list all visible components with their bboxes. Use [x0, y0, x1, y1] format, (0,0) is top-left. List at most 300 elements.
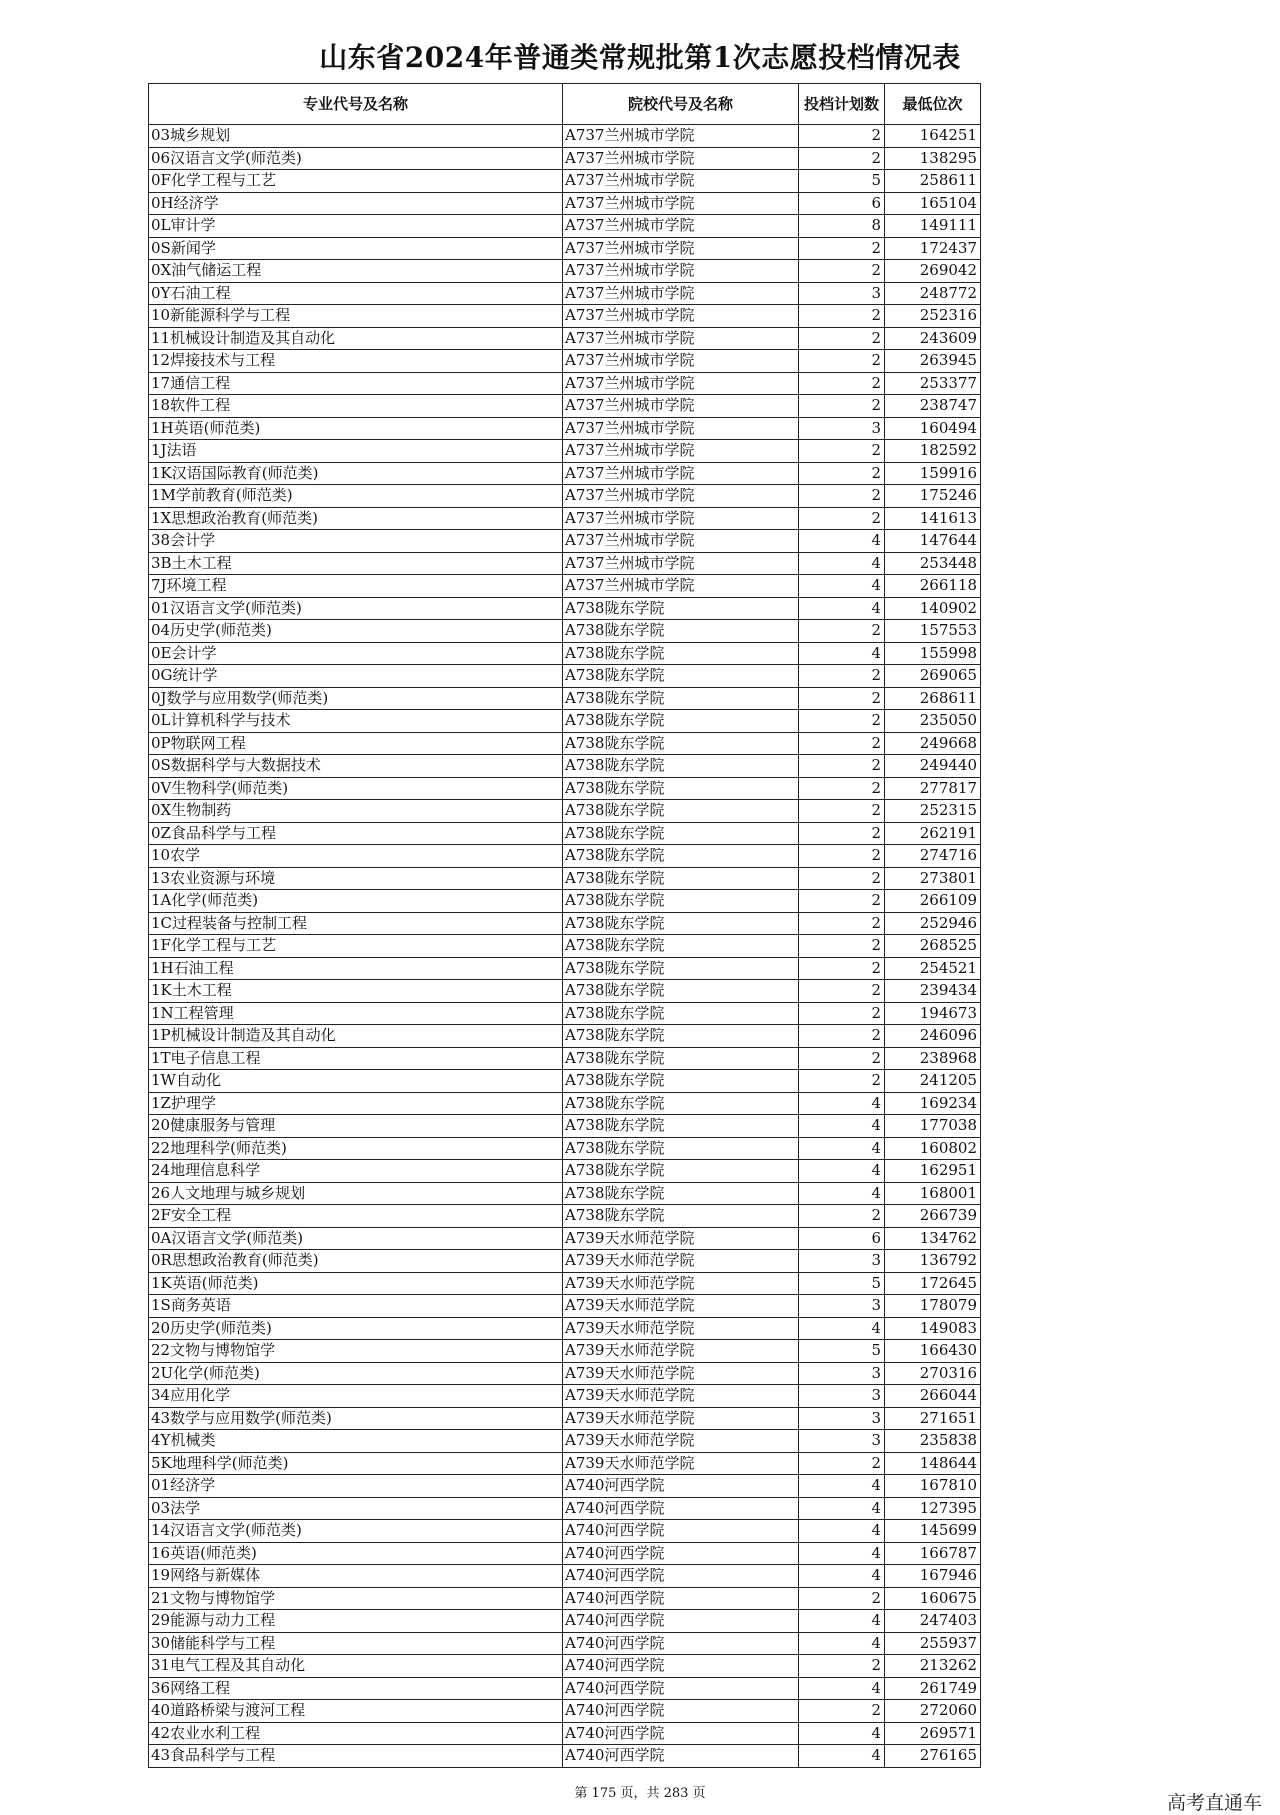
- cell-rank: 213262: [885, 1655, 981, 1678]
- cell-major: 0L审计学: [149, 215, 563, 238]
- cell-school: A738陇东学院: [563, 1002, 799, 1025]
- table-row: [149, 935, 981, 958]
- cell-major: 0S数据科学与大数据技术: [149, 755, 563, 778]
- table-row: [149, 260, 981, 283]
- page-footer: 第 175 页，共 283 页: [574, 1786, 706, 1801]
- cell-school: A738陇东学院: [563, 755, 799, 778]
- cell-school: A737兰州城市学院: [563, 170, 799, 193]
- cell-plan: 4: [799, 1475, 885, 1498]
- cell-major: 40道路桥梁与渡河工程: [149, 1700, 563, 1723]
- cell-school: A737兰州城市学院: [563, 395, 799, 418]
- cell-plan: 4: [799, 1565, 885, 1588]
- cell-plan: 4: [799, 530, 885, 553]
- cell-major: 1A化学(师范类): [149, 890, 563, 913]
- table-row: [149, 1205, 981, 1228]
- cell-rank: 255937: [885, 1632, 981, 1655]
- table-row: [149, 350, 981, 373]
- table-row: [149, 890, 981, 913]
- cell-plan: 4: [799, 1520, 885, 1543]
- cell-rank: 148644: [885, 1452, 981, 1475]
- cell-rank: 167946: [885, 1565, 981, 1588]
- cell-plan: 4: [799, 1115, 885, 1138]
- cell-major: 17通信工程: [149, 372, 563, 395]
- cell-major: 1W自动化: [149, 1070, 563, 1093]
- cell-rank: 172645: [885, 1272, 981, 1295]
- cell-plan: 2: [799, 260, 885, 283]
- cell-plan: 4: [799, 1677, 885, 1700]
- cell-school: A740河西学院: [563, 1722, 799, 1745]
- cell-plan: 4: [799, 1632, 885, 1655]
- cell-major: 0G统计学: [149, 665, 563, 688]
- table-row: [149, 1070, 981, 1093]
- header-plan: 投档计划数: [799, 84, 885, 125]
- table-row: [149, 372, 981, 395]
- table-row: [149, 665, 981, 688]
- cell-plan: 2: [799, 890, 885, 913]
- table-row: [149, 867, 981, 890]
- cell-rank: 172437: [885, 237, 981, 260]
- cell-school: A737兰州城市学院: [563, 417, 799, 440]
- cell-plan: 2: [799, 350, 885, 373]
- cell-school: A740河西学院: [563, 1475, 799, 1498]
- cell-major: 22文物与博物馆学: [149, 1340, 563, 1363]
- cell-plan: 2: [799, 912, 885, 935]
- cell-plan: 3: [799, 1385, 885, 1408]
- cell-rank: 169234: [885, 1092, 981, 1115]
- table-row: [149, 710, 981, 733]
- cell-major: 1P机械设计制造及其自动化: [149, 1025, 563, 1048]
- table-row: [149, 957, 981, 980]
- cell-plan: 2: [799, 980, 885, 1003]
- cell-major: 0J数学与应用数学(师范类): [149, 687, 563, 710]
- cell-major: 0R思想政治教育(师范类): [149, 1250, 563, 1273]
- table-row: [149, 1182, 981, 1205]
- cell-rank: 149083: [885, 1317, 981, 1340]
- table-row: [149, 237, 981, 260]
- table-row: [149, 440, 981, 463]
- cell-plan: 2: [799, 1700, 885, 1723]
- cell-plan: 3: [799, 1362, 885, 1385]
- cell-plan: 2: [799, 845, 885, 868]
- table-row: [149, 1632, 981, 1655]
- table-row: [149, 1610, 981, 1633]
- cell-major: 10农学: [149, 845, 563, 868]
- cell-plan: 6: [799, 1227, 885, 1250]
- cell-plan: 2: [799, 867, 885, 890]
- cell-school: A737兰州城市学院: [563, 327, 799, 350]
- cell-plan: 4: [799, 1092, 885, 1115]
- cell-major: 43数学与应用数学(师范类): [149, 1407, 563, 1430]
- cell-plan: 2: [799, 620, 885, 643]
- header-major: 专业代号及名称: [149, 84, 563, 125]
- table-row: [149, 1250, 981, 1273]
- cell-rank: 266118: [885, 575, 981, 598]
- cell-plan: 8: [799, 215, 885, 238]
- admission-table: [148, 83, 981, 1768]
- cell-rank: 262191: [885, 822, 981, 845]
- cell-major: 1S商务英语: [149, 1295, 563, 1318]
- cell-rank: 263945: [885, 350, 981, 373]
- cell-plan: 2: [799, 710, 885, 733]
- table-row: [149, 1745, 981, 1768]
- cell-school: A740河西学院: [563, 1520, 799, 1543]
- cell-plan: 2: [799, 665, 885, 688]
- cell-rank: 159916: [885, 462, 981, 485]
- cell-rank: 258611: [885, 170, 981, 193]
- table-row: [149, 1430, 981, 1453]
- cell-rank: 160675: [885, 1587, 981, 1610]
- cell-major: 22地理科学(师范类): [149, 1137, 563, 1160]
- cell-rank: 136792: [885, 1250, 981, 1273]
- table-row: [149, 1160, 981, 1183]
- cell-rank: 194673: [885, 1002, 981, 1025]
- cell-school: A738陇东学院: [563, 1205, 799, 1228]
- table-row: [149, 980, 981, 1003]
- cell-rank: 239434: [885, 980, 981, 1003]
- cell-plan: 3: [799, 1295, 885, 1318]
- cell-rank: 182592: [885, 440, 981, 463]
- table-row: [149, 192, 981, 215]
- cell-school: A737兰州城市学院: [563, 507, 799, 530]
- cell-plan: 2: [799, 507, 885, 530]
- cell-school: A737兰州城市学院: [563, 125, 799, 148]
- table-row: [149, 777, 981, 800]
- table-row: [149, 1475, 981, 1498]
- cell-plan: 2: [799, 800, 885, 823]
- cell-school: A738陇东学院: [563, 1137, 799, 1160]
- table-row: [149, 642, 981, 665]
- table-row: [149, 147, 981, 170]
- table-row: [149, 1047, 981, 1070]
- cell-school: A738陇东学院: [563, 845, 799, 868]
- cell-major: 16英语(师范类): [149, 1542, 563, 1565]
- cell-major: 1H石油工程: [149, 957, 563, 980]
- cell-plan: 2: [799, 372, 885, 395]
- cell-school: A738陇东学院: [563, 1070, 799, 1093]
- cell-rank: 155998: [885, 642, 981, 665]
- cell-rank: 269042: [885, 260, 981, 283]
- cell-school: A739天水师范学院: [563, 1385, 799, 1408]
- cell-rank: 261749: [885, 1677, 981, 1700]
- cell-school: A738陇东学院: [563, 732, 799, 755]
- cell-rank: 175246: [885, 485, 981, 508]
- cell-school: A739天水师范学院: [563, 1272, 799, 1295]
- cell-major: 1J法语: [149, 440, 563, 463]
- cell-school: A738陇东学院: [563, 867, 799, 890]
- table-row: [149, 215, 981, 238]
- cell-rank: 266044: [885, 1385, 981, 1408]
- cell-school: A739天水师范学院: [563, 1452, 799, 1475]
- cell-plan: 3: [799, 282, 885, 305]
- cell-rank: 277817: [885, 777, 981, 800]
- cell-major: 10新能源科学与工程: [149, 305, 563, 328]
- cell-plan: 4: [799, 1160, 885, 1183]
- cell-major: 0Z食品科学与工程: [149, 822, 563, 845]
- table-header-row: [149, 84, 981, 125]
- cell-major: 24地理信息科学: [149, 1160, 563, 1183]
- cell-major: 06汉语言文学(师范类): [149, 147, 563, 170]
- cell-rank: 164251: [885, 125, 981, 148]
- cell-rank: 274716: [885, 845, 981, 868]
- cell-school: A737兰州城市学院: [563, 552, 799, 575]
- table-row: [149, 282, 981, 305]
- cell-school: A737兰州城市学院: [563, 462, 799, 485]
- header-rank: 最低位次: [885, 84, 981, 125]
- cell-major: 01经济学: [149, 1475, 563, 1498]
- cell-school: A737兰州城市学院: [563, 372, 799, 395]
- cell-school: A737兰州城市学院: [563, 282, 799, 305]
- cell-major: 0L计算机科学与技术: [149, 710, 563, 733]
- cell-major: 43食品科学与工程: [149, 1745, 563, 1768]
- cell-rank: 157553: [885, 620, 981, 643]
- cell-school: A740河西学院: [563, 1587, 799, 1610]
- cell-school: A740河西学院: [563, 1677, 799, 1700]
- cell-rank: 269571: [885, 1722, 981, 1745]
- cell-rank: 273801: [885, 867, 981, 890]
- cell-major: 1K英语(师范类): [149, 1272, 563, 1295]
- cell-major: 21文物与博物馆学: [149, 1587, 563, 1610]
- table-row: [149, 1407, 981, 1430]
- table-row: [149, 1520, 981, 1543]
- cell-plan: 2: [799, 935, 885, 958]
- cell-school: A737兰州城市学院: [563, 237, 799, 260]
- cell-major: 0Y石油工程: [149, 282, 563, 305]
- table-row: [149, 1677, 981, 1700]
- cell-major: 1Z护理学: [149, 1092, 563, 1115]
- cell-rank: 253448: [885, 552, 981, 575]
- cell-plan: 2: [799, 822, 885, 845]
- table-row: [149, 1227, 981, 1250]
- table-row: [149, 687, 981, 710]
- table-row: [149, 507, 981, 530]
- cell-major: 03法学: [149, 1497, 563, 1520]
- table-row: [149, 1452, 981, 1475]
- table-row: [149, 417, 981, 440]
- cell-school: A737兰州城市学院: [563, 485, 799, 508]
- cell-school: A738陇东学院: [563, 980, 799, 1003]
- cell-plan: 3: [799, 1250, 885, 1273]
- cell-plan: 2: [799, 147, 885, 170]
- cell-school: A738陇东学院: [563, 935, 799, 958]
- cell-school: A737兰州城市学院: [563, 530, 799, 553]
- cell-rank: 168001: [885, 1182, 981, 1205]
- table-row: [149, 1700, 981, 1723]
- table-row: [149, 1295, 981, 1318]
- cell-plan: 2: [799, 687, 885, 710]
- table-row: [149, 1092, 981, 1115]
- cell-rank: 238747: [885, 395, 981, 418]
- cell-school: A738陇东学院: [563, 1092, 799, 1115]
- cell-school: A740河西学院: [563, 1565, 799, 1588]
- cell-school: A740河西学院: [563, 1632, 799, 1655]
- cell-major: 18软件工程: [149, 395, 563, 418]
- cell-major: 31电气工程及其自动化: [149, 1655, 563, 1678]
- cell-major: 1K土木工程: [149, 980, 563, 1003]
- cell-plan: 5: [799, 1340, 885, 1363]
- cell-major: 1X思想政治教育(师范类): [149, 507, 563, 530]
- cell-plan: 5: [799, 170, 885, 193]
- table-row: [149, 912, 981, 935]
- cell-school: A738陇东学院: [563, 620, 799, 643]
- cell-school: A739天水师范学院: [563, 1227, 799, 1250]
- cell-plan: 4: [799, 642, 885, 665]
- cell-rank: 246096: [885, 1025, 981, 1048]
- cell-rank: 272060: [885, 1700, 981, 1723]
- cell-major: 1T电子信息工程: [149, 1047, 563, 1070]
- cell-plan: 2: [799, 957, 885, 980]
- cell-plan: 2: [799, 395, 885, 418]
- table-row: [149, 755, 981, 778]
- cell-school: A738陇东学院: [563, 957, 799, 980]
- cell-major: 14汉语言文学(师范类): [149, 1520, 563, 1543]
- table-row: [149, 1385, 981, 1408]
- table-row: [149, 620, 981, 643]
- cell-school: A739天水师范学院: [563, 1407, 799, 1430]
- cell-plan: 5: [799, 1272, 885, 1295]
- table-row: [149, 485, 981, 508]
- cell-school: A737兰州城市学院: [563, 215, 799, 238]
- cell-major: 0X生物制药: [149, 800, 563, 823]
- table-row: [149, 1317, 981, 1340]
- cell-school: A737兰州城市学院: [563, 260, 799, 283]
- cell-plan: 3: [799, 1430, 885, 1453]
- cell-rank: 162951: [885, 1160, 981, 1183]
- cell-school: A738陇东学院: [563, 912, 799, 935]
- cell-school: A738陇东学院: [563, 777, 799, 800]
- cell-plan: 2: [799, 440, 885, 463]
- cell-major: 30储能科学与工程: [149, 1632, 563, 1655]
- cell-plan: 2: [799, 777, 885, 800]
- table-row: [149, 125, 981, 148]
- header-school: 院校代号及名称: [563, 84, 799, 125]
- cell-school: A738陇东学院: [563, 687, 799, 710]
- table-row: [149, 1115, 981, 1138]
- cell-school: A738陇东学院: [563, 1025, 799, 1048]
- table-row: [149, 1137, 981, 1160]
- cell-major: 0V生物科学(师范类): [149, 777, 563, 800]
- cell-rank: 252946: [885, 912, 981, 935]
- cell-plan: 3: [799, 417, 885, 440]
- table-row: [149, 1340, 981, 1363]
- cell-major: 01汉语言文学(师范类): [149, 597, 563, 620]
- cell-plan: 4: [799, 1317, 885, 1340]
- cell-school: A739天水师范学院: [563, 1340, 799, 1363]
- cell-rank: 127395: [885, 1497, 981, 1520]
- cell-rank: 241205: [885, 1070, 981, 1093]
- cell-school: A737兰州城市学院: [563, 305, 799, 328]
- table-row: [149, 1025, 981, 1048]
- cell-rank: 134762: [885, 1227, 981, 1250]
- cell-school: A738陇东学院: [563, 800, 799, 823]
- cell-school: A737兰州城市学院: [563, 192, 799, 215]
- cell-school: A739天水师范学院: [563, 1295, 799, 1318]
- cell-rank: 271651: [885, 1407, 981, 1430]
- cell-rank: 167810: [885, 1475, 981, 1498]
- cell-rank: 165104: [885, 192, 981, 215]
- cell-rank: 160802: [885, 1137, 981, 1160]
- cell-major: 1C过程装备与控制工程: [149, 912, 563, 935]
- cell-rank: 138295: [885, 147, 981, 170]
- cell-major: 19网络与新媒体: [149, 1565, 563, 1588]
- table-row: [149, 1565, 981, 1588]
- cell-major: 1K汉语国际教育(师范类): [149, 462, 563, 485]
- cell-major: 03城乡规划: [149, 125, 563, 148]
- cell-rank: 235838: [885, 1430, 981, 1453]
- cell-plan: 2: [799, 327, 885, 350]
- page-title: 山东省2024年普通类常规批第1次志愿投档情况表: [319, 41, 961, 74]
- cell-major: 26人文地理与城乡规划: [149, 1182, 563, 1205]
- table-row: [149, 1542, 981, 1565]
- cell-rank: 266739: [885, 1205, 981, 1228]
- cell-school: A740河西学院: [563, 1542, 799, 1565]
- cell-major: 36网络工程: [149, 1677, 563, 1700]
- cell-plan: 4: [799, 552, 885, 575]
- cell-school: A740河西学院: [563, 1497, 799, 1520]
- cell-rank: 269065: [885, 665, 981, 688]
- table-row: [149, 575, 981, 598]
- table-body: [149, 125, 981, 1768]
- cell-major: 0A汉语言文学(师范类): [149, 1227, 563, 1250]
- cell-rank: 252315: [885, 800, 981, 823]
- cell-major: 0P物联网工程: [149, 732, 563, 755]
- cell-plan: 2: [799, 1002, 885, 1025]
- cell-plan: 2: [799, 1070, 885, 1093]
- cell-major: 04历史学(师范类): [149, 620, 563, 643]
- cell-school: A738陇东学院: [563, 1182, 799, 1205]
- table-row: [149, 170, 981, 193]
- cell-plan: 2: [799, 1452, 885, 1475]
- cell-school: A740河西学院: [563, 1655, 799, 1678]
- cell-school: A738陇东学院: [563, 597, 799, 620]
- table-row: [149, 530, 981, 553]
- cell-plan: 2: [799, 1655, 885, 1678]
- cell-major: 7J环境工程: [149, 575, 563, 598]
- table-row: [149, 1497, 981, 1520]
- cell-plan: 3: [799, 1407, 885, 1430]
- cell-plan: 4: [799, 597, 885, 620]
- table-row: [149, 822, 981, 845]
- cell-rank: 149111: [885, 215, 981, 238]
- table-row: [149, 1272, 981, 1295]
- cell-rank: 177038: [885, 1115, 981, 1138]
- cell-rank: 141613: [885, 507, 981, 530]
- cell-school: A738陇东学院: [563, 642, 799, 665]
- cell-major: 13农业资源与环境: [149, 867, 563, 890]
- cell-school: A740河西学院: [563, 1610, 799, 1633]
- cell-plan: 4: [799, 1610, 885, 1633]
- table-row: [149, 1655, 981, 1678]
- cell-rank: 266109: [885, 890, 981, 913]
- cell-school: A738陇东学院: [563, 890, 799, 913]
- cell-plan: 4: [799, 1542, 885, 1565]
- cell-rank: 140902: [885, 597, 981, 620]
- cell-plan: 2: [799, 1587, 885, 1610]
- cell-plan: 4: [799, 1182, 885, 1205]
- cell-rank: 235050: [885, 710, 981, 733]
- cell-rank: 270316: [885, 1362, 981, 1385]
- cell-rank: 243609: [885, 327, 981, 350]
- cell-major: 0S新闻学: [149, 237, 563, 260]
- table-row: [149, 327, 981, 350]
- cell-school: A737兰州城市学院: [563, 575, 799, 598]
- cell-rank: 252316: [885, 305, 981, 328]
- cell-major: 11机械设计制造及其自动化: [149, 327, 563, 350]
- cell-rank: 166430: [885, 1340, 981, 1363]
- cell-school: A737兰州城市学院: [563, 440, 799, 463]
- cell-school: A738陇东学院: [563, 822, 799, 845]
- cell-school: A738陇东学院: [563, 1160, 799, 1183]
- cell-school: A737兰州城市学院: [563, 147, 799, 170]
